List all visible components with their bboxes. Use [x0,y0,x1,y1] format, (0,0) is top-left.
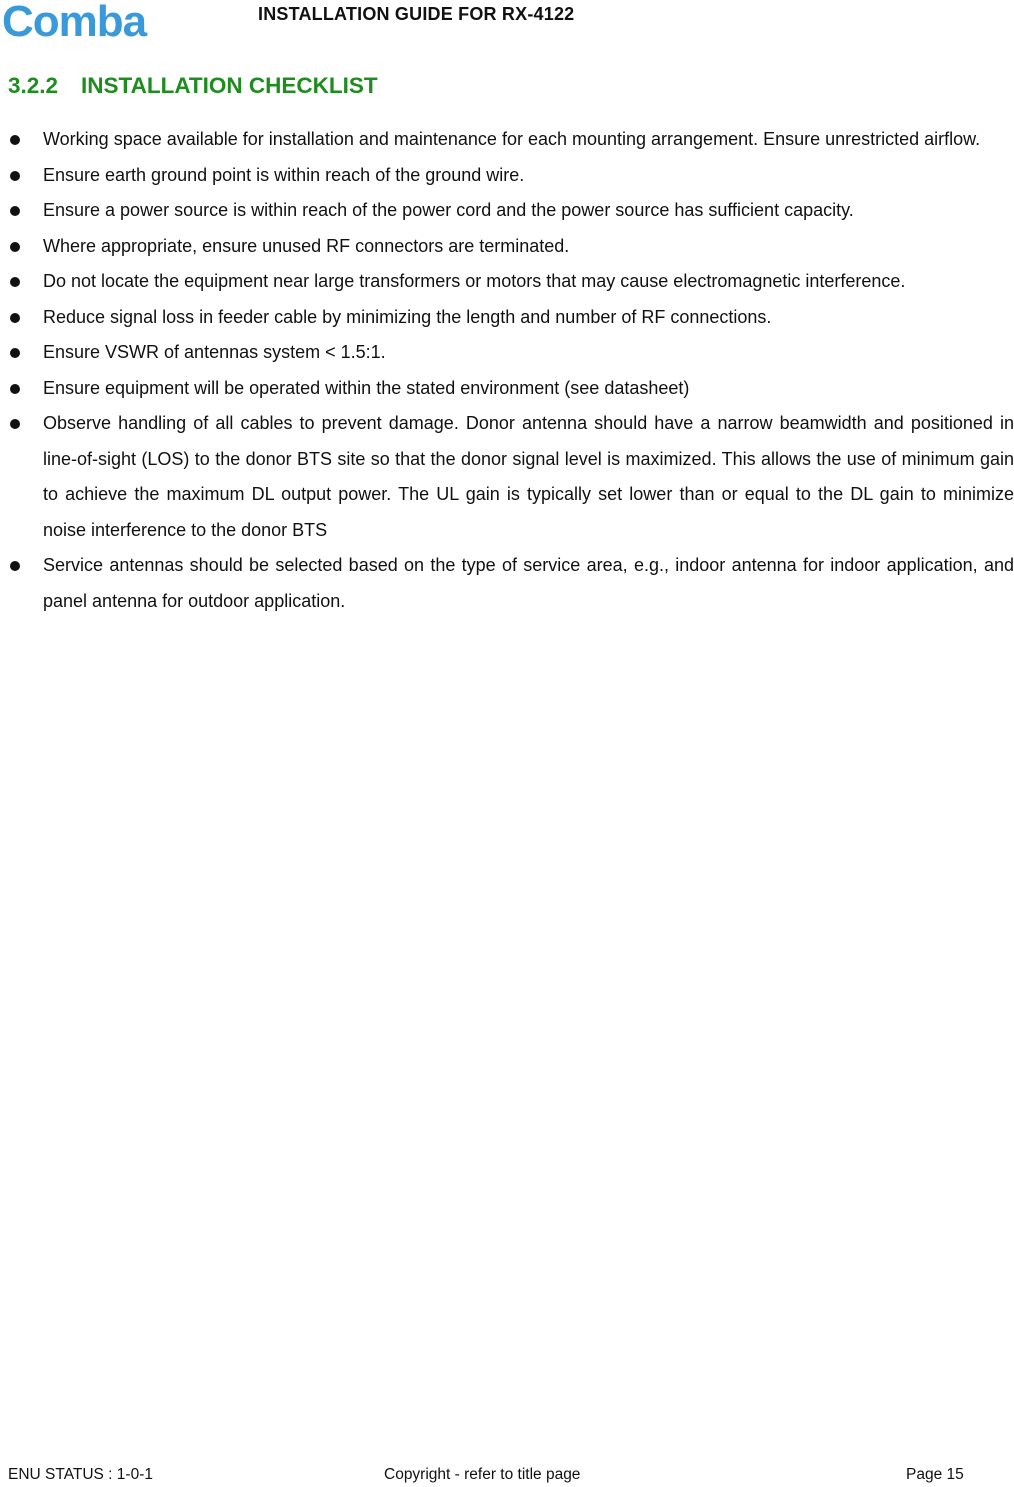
bullet-icon [10,313,20,323]
footer-page-number: Page 15 [906,1466,964,1483]
bullet-icon [10,419,20,429]
document-title: INSTALLATION GUIDE FOR RX-4122 [258,4,575,24]
list-item: Observe handling of all cables to prevent damage. Donor antenna should have a narrow beamwidth and positioned in line-of-sight (LOS) to the donor BTS site so that the donor signal level is maximized. This allows the use of minimum gain to achieve the maximum DL output power. The UL gain is typically set lower than or equal to the DL gain to minimize noise interference to the donor BTS [0,406,1014,548]
list-item: Ensure earth ground point is within reach of the ground wire. [0,158,1014,194]
comba-logo [2,2,182,42]
list-item: Ensure VSWR of antennas system < 1.5:1. [0,335,1014,371]
logo-text: Comba [2,2,147,42]
bullet-icon [10,384,20,394]
bullet-icon [10,242,20,252]
bullet-icon [10,561,20,571]
bullet-icon [10,206,20,216]
installation-checklist [0,122,1014,619]
list-item: Working space available for installation and maintenance for each mounting arrangement. Ensure unrestricted airflow. [0,122,1014,158]
section-title: INSTALLATION CHECKLIST [81,73,378,98]
list-item: Ensure equipment will be operated within the stated environment (see datasheet) [0,371,1014,407]
list-item: Do not locate the equipment near large transformers or motors that may cause electromagnetic interference. [0,264,1014,300]
footer-copyright: Copyright - refer to title page [384,1466,581,1483]
bullet-icon [10,277,20,287]
section-number: 3.2.2 [8,73,59,98]
list-item: Where appropriate, ensure unused RF connectors are terminated. [0,229,1014,265]
list-item: Reduce signal loss in feeder cable by minimizing the length and number of RF connections. [0,300,1014,336]
section-heading [8,73,378,99]
bullet-icon [10,135,20,145]
list-item: Service antennas should be selected based on the type of service area, e.g., indoor antenna for indoor application, and panel antenna for outdoor application. [0,548,1014,619]
list-item: Ensure a power source is within reach of the power cord and the power source has sufficient capacity. [0,193,1014,229]
bullet-icon [10,171,20,181]
footer-status: ENU STATUS : 1-0-1 [8,1466,153,1483]
bullet-icon [10,348,20,358]
